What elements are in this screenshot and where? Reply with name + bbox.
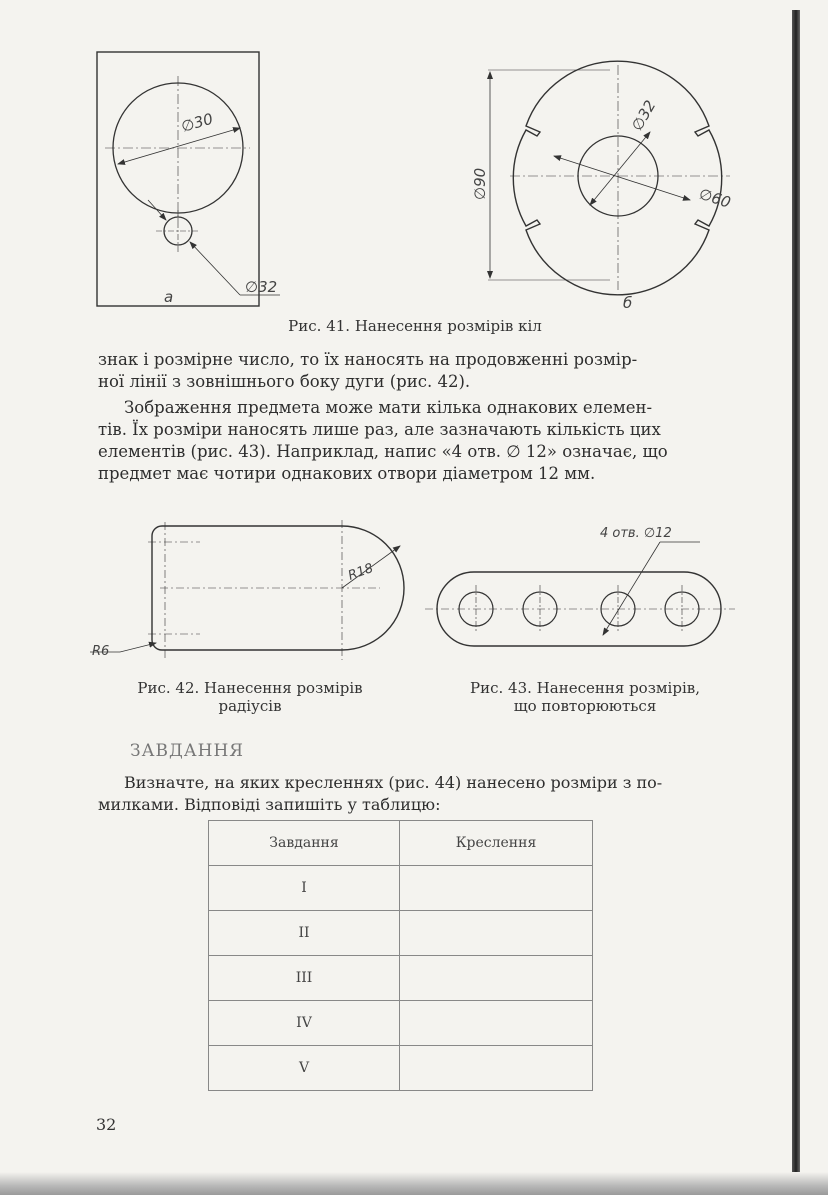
paragraph-2-line: предмет має чотири однакових отвори діаметром 12 мм. xyxy=(98,464,596,483)
paragraph-2-line: елементів (рис. 43). Наприклад, напис «4 отв. ∅ 12» означає, що xyxy=(98,442,668,461)
fig41a-dim-big: ∅30 xyxy=(179,109,216,136)
table-header-task: Завдання xyxy=(209,821,400,866)
fig42-dim-large: R18 xyxy=(346,560,376,584)
table-cell-task: III xyxy=(209,956,400,1001)
figure-42-caption-line: Рис. 42. Нанесення розмірів xyxy=(137,679,363,697)
fig41b-dim-outer: ∅90 xyxy=(471,167,489,200)
table-cell-task: I xyxy=(209,866,400,911)
paragraph-2 xyxy=(98,397,730,485)
fig41a-dim-small: ∅32 xyxy=(245,278,278,296)
figure-41a-drawing xyxy=(97,52,280,306)
fig42-dim-small: R6 xyxy=(92,644,110,659)
fig41b-dim-mid: ∅60 xyxy=(696,184,733,212)
paragraph-1-line: ної лінії з зовнішнього боку дуги (рис. 42). xyxy=(98,372,471,391)
paragraph-1-line: знак і розмірне число, то їх наносять на продовженні розмір- xyxy=(98,350,638,369)
figure-43-caption-line: Рис. 43. Нанесення розмірів, xyxy=(470,679,700,697)
bottom-scan-edge xyxy=(0,1172,828,1195)
fig41a-sublabel: а xyxy=(164,288,174,306)
table-cell-answer[interactable] xyxy=(400,911,593,956)
table-row xyxy=(209,956,593,1001)
table-cell-task: II xyxy=(209,911,400,956)
answers-table xyxy=(208,820,593,1091)
table-row xyxy=(209,911,593,956)
table-header-row xyxy=(209,821,593,866)
table-cell-task: V xyxy=(209,1046,400,1091)
figure-43-drawing xyxy=(425,542,735,646)
figure-42-caption xyxy=(100,679,400,715)
page-number: 32 xyxy=(96,1115,117,1134)
paragraph-2-line: Зображення предмета може мати кілька однакових елемен- xyxy=(124,398,653,417)
fig43-dim-holes: 4 отв. ∅12 xyxy=(600,526,672,541)
task-text xyxy=(98,772,730,816)
figure-43-caption-line: що повторюються xyxy=(513,697,657,715)
table-cell-task: IV xyxy=(209,1001,400,1046)
paragraph-2-line: тів. Їх розміри наносять лише раз, але зазначають кількість цих xyxy=(98,420,661,439)
table-row xyxy=(209,1046,593,1091)
table-row xyxy=(209,866,593,911)
table-cell-answer[interactable] xyxy=(400,1046,593,1091)
task-text-line: Визначте, на яких кресленнях (рис. 44) нанесено розміри з по- xyxy=(124,773,663,792)
figure-41 xyxy=(80,40,760,315)
figure-41b-drawing xyxy=(488,61,730,295)
task-heading: ЗАВДАННЯ xyxy=(130,741,245,761)
table-cell-answer[interactable] xyxy=(400,956,593,1001)
table-cell-answer[interactable] xyxy=(400,1001,593,1046)
figures-42-43 xyxy=(80,510,750,670)
figure-42-drawing xyxy=(90,520,404,660)
paragraph-1 xyxy=(98,349,730,393)
book-binding-shadow xyxy=(792,10,800,1185)
figure-41-caption: Рис. 41. Нанесення розмірів кіл xyxy=(288,317,542,335)
figure-42-caption-line: радіусів xyxy=(218,697,282,715)
table-header-drawing: Креслення xyxy=(400,821,593,866)
table-cell-answer[interactable] xyxy=(400,866,593,911)
task-text-line: милками. Відповіді запишіть у таблицю: xyxy=(98,795,441,814)
fig41b-dim-inner: ∅32 xyxy=(627,97,660,134)
fig41b-sublabel: б xyxy=(623,294,633,312)
table-row xyxy=(209,1001,593,1046)
figure-43-caption xyxy=(430,679,740,715)
